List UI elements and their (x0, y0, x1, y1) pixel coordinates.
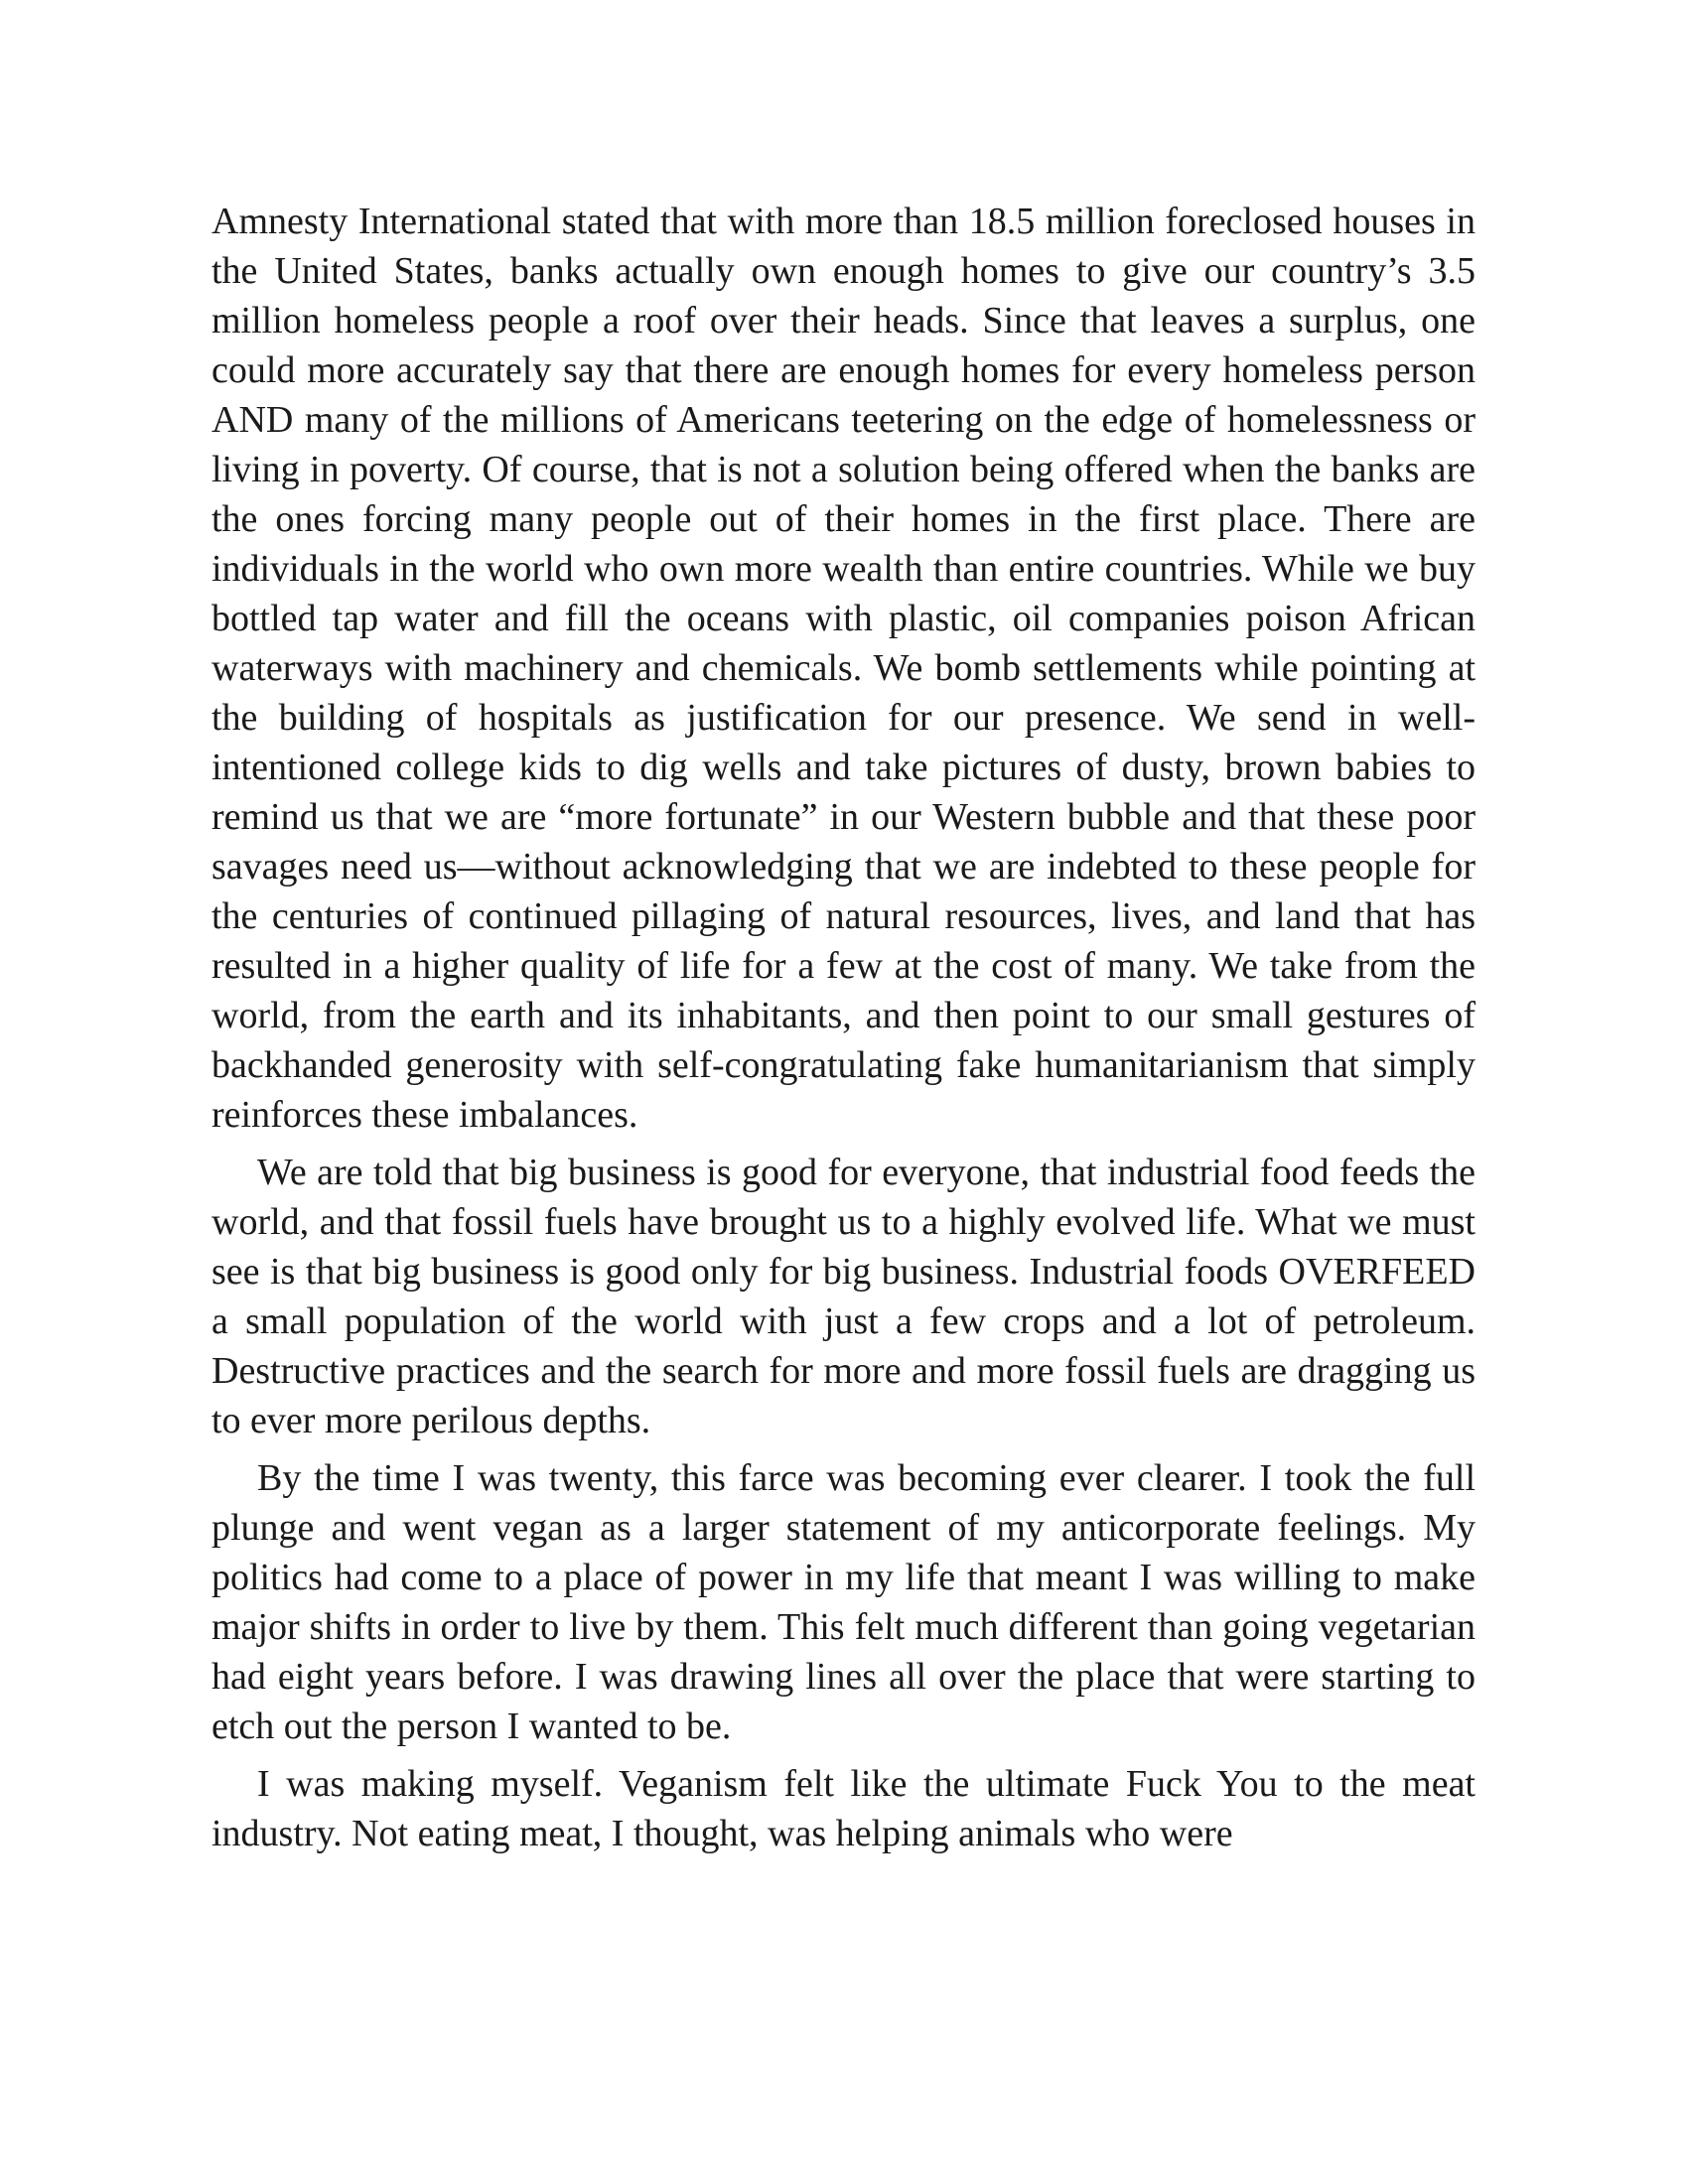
paragraph-2: We are told that big business is good for everyone, that industrial food feeds the world, and that fossil fuels have brought us to a highly evolved life. What we must see is that big business is good only for big business. Industrial foods OVERFEED a small population of the world with just a few crops and a lot of petroleum. Destructive practices and the search for more and more fossil fuels are dragging us to ever more perilous depths. (211, 1152, 1476, 1441)
paragraph-3: By the time I was twenty, this farce was becoming ever clearer. I took the full plunge and went vegan as a larger statement of my anticorporate feelings. My politics had come to a place of power in my life that meant I was willing to make major shifts in order to live by them. This felt much different than going vegetarian had eight years before. I was drawing lines all over the place that were starting to etch out the person I wanted to be. (211, 1457, 1476, 1747)
paragraph-4: I was making myself. Veganism felt like the ultimate Fuck You to the meat industry. Not eating meat, I thought, was helping animals who were (211, 1763, 1476, 1854)
body-text (211, 197, 1476, 1866)
paragraph-1: Amnesty International stated that with more than 18.5 million foreclosed houses in the United States, banks actually own enough homes to give our country’s 3.5 million homeless people a roof over their heads. Since that leaves a surplus, one could more accurately say that there are enough homes for every homeless person AND many of the millions of Americans teetering on the edge of homelessness or living in poverty. Of course, that is not a solution being offered when the banks are the ones forcing many people out of their homes in the first place. There are individuals in the world who own more wealth than entire countries. While we buy bottled tap water and fill the oceans with plastic, oil companies poison African waterways with machinery and chemicals. We bomb settlements while pointing at the building of hospitals as justification for our presence. We send in well-intentioned college kids to dig wells and take pictures of dusty, brown babies to remind us that we are “more fortunate” in our Western bubble and that these poor savages need us—without acknowledging that we are indebted to these people for the centuries of continued pillaging of natural resources, lives, and land that has resulted in a higher quality of life for a few at the cost of many. We take from the world, from the earth and its inhabitants, and then point to our small gestures of backhanded generosity with self-congratulating fake humanitarianism that simply reinforces these imbalances. (211, 201, 1476, 1136)
